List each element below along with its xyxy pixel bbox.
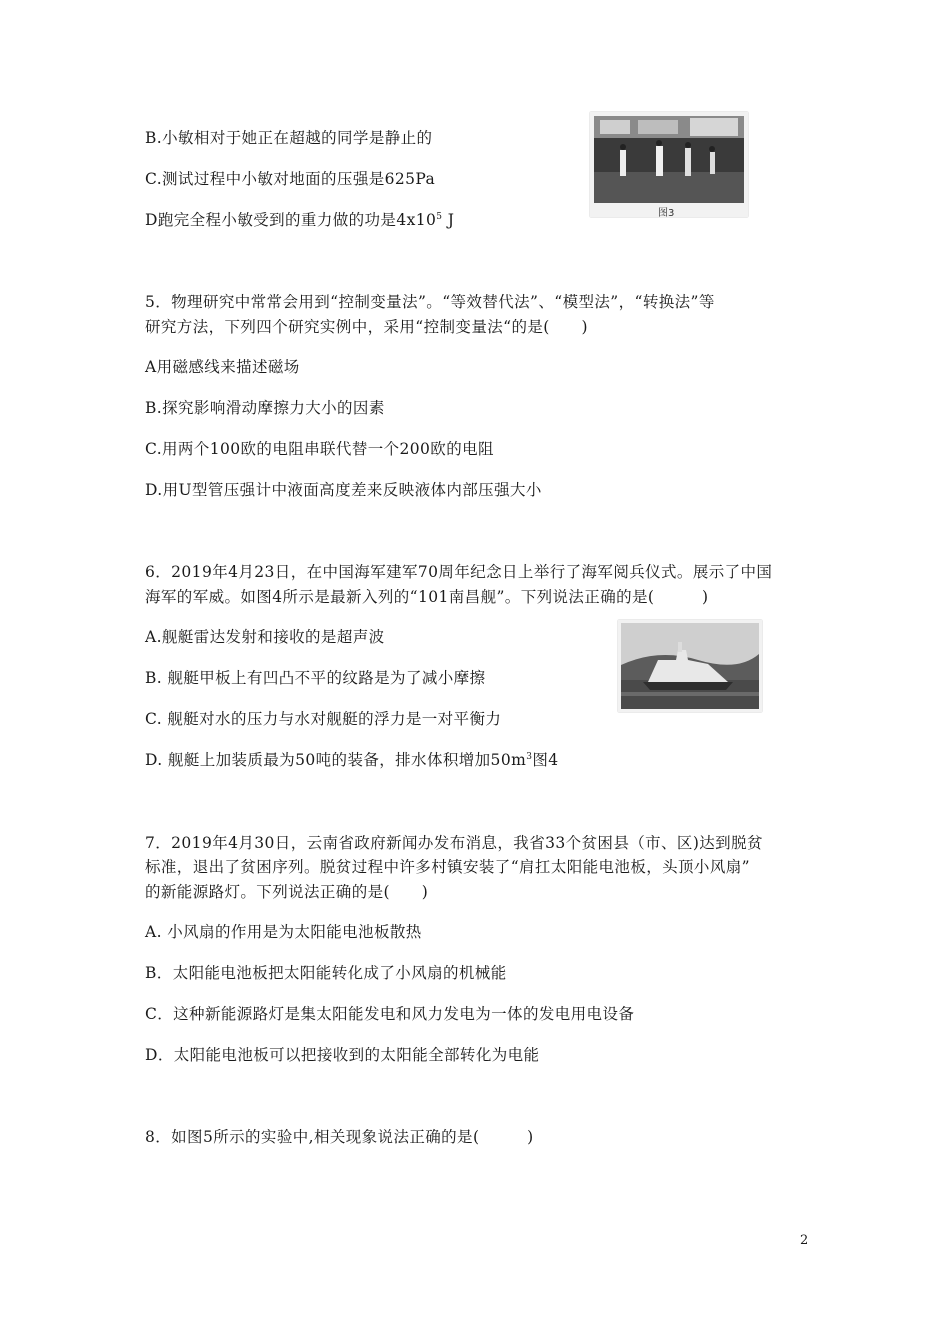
q6-stem-line-2: 海军的军威。如图4所示是最新入列的“101南昌舰”。下列说法正确的是( ) xyxy=(145,588,709,606)
q4-option-d xyxy=(145,210,454,230)
q4-option-d-unit: J xyxy=(442,211,455,229)
figure-3-caption: 图3 xyxy=(658,208,675,219)
figure-3-photo xyxy=(590,112,748,217)
q5-stem-line-2: 研究方法，下列四个研究实例中，采用“控制变量法“的是( ) xyxy=(145,318,588,336)
q6-stem-line-1: 6．2019年4月23日，在中国海军建军70周年纪念日上举行了海军阅兵仪式。展示了中国 xyxy=(145,563,773,581)
q7-option-d: D．太阳能电池板可以把接收到的太阳能全部转化为电能 xyxy=(145,1046,540,1064)
q4-option-d-exponent: 5 xyxy=(436,211,443,222)
q5-option-b: B.探究影响滑动摩擦力大小的因素 xyxy=(145,399,385,417)
q5-option-c: C.用两个100欧的电阻串联代替一个200欧的电阻 xyxy=(145,440,494,458)
q7-option-b: B．太阳能电池板把太阳能转化成了小风扇的机械能 xyxy=(145,964,507,982)
q7-stem-line-3: 的新能源路灯。下列说法正确的是( ) xyxy=(145,883,429,901)
q4-option-c: C.测试过程中小敏对地面的压强是625Pa xyxy=(145,170,436,188)
q6-option-b: B. 舰艇甲板上有凹凸不平的纹路是为了减小摩擦 xyxy=(145,669,486,687)
q6-option-c: C. 舰艇对水的压力与水对舰艇的浮力是一对平衡力 xyxy=(145,710,502,728)
q5-option-d: D.用U型管压强计中液面高度差来反映液体内部压强大小 xyxy=(145,481,542,499)
q4-option-b: B.小敏相对于她正在超越的同学是静止的 xyxy=(145,129,433,147)
q5-option-a: A用磁感线来描述磁场 xyxy=(145,358,300,376)
q8-stem-line-1: 8．如图5所示的实验中,相关现象说法正确的是( ) xyxy=(145,1128,534,1146)
q7-stem-line-1: 7．2019年4月30日，云南省政府新闻办发布消息，我省33个贫困县（市、区)达到脱贫 xyxy=(145,834,763,852)
q7-option-c: C．这种新能源路灯是集太阳能发电和风力发电为一体的发电用电设备 xyxy=(145,1005,635,1023)
q4-option-d-text: D跑完全程小敏受到的重力做的功是4x10 xyxy=(145,211,437,229)
figure-4-photo xyxy=(618,620,762,712)
q6-option-a: A.舰艇雷达发射和接收的是超声波 xyxy=(145,628,385,646)
q6-option-d-text: D. 舰艇上加装质最为50吨的装备，排水体积增加50m xyxy=(145,751,527,769)
q6-option-d-exponent: 3 xyxy=(526,751,533,762)
q7-option-a: A. 小风扇的作用是为太阳能电池板散热 xyxy=(145,923,422,941)
q6-option-d xyxy=(145,750,559,770)
q5-stem-line-1: 5．物理研究中常常会用到“控制变量法”。“等效替代法”、“模型法”，“转换法”等 xyxy=(145,293,715,311)
q7-stem-line-2: 标准，退出了贫困序列。脱贫过程中许多村镇安装了“肩扛太阳能电池板，头顶小风扇” xyxy=(145,858,750,876)
q6-option-d-figure-ref: 图4 xyxy=(532,751,559,769)
page-number: 2 xyxy=(800,1233,809,1248)
